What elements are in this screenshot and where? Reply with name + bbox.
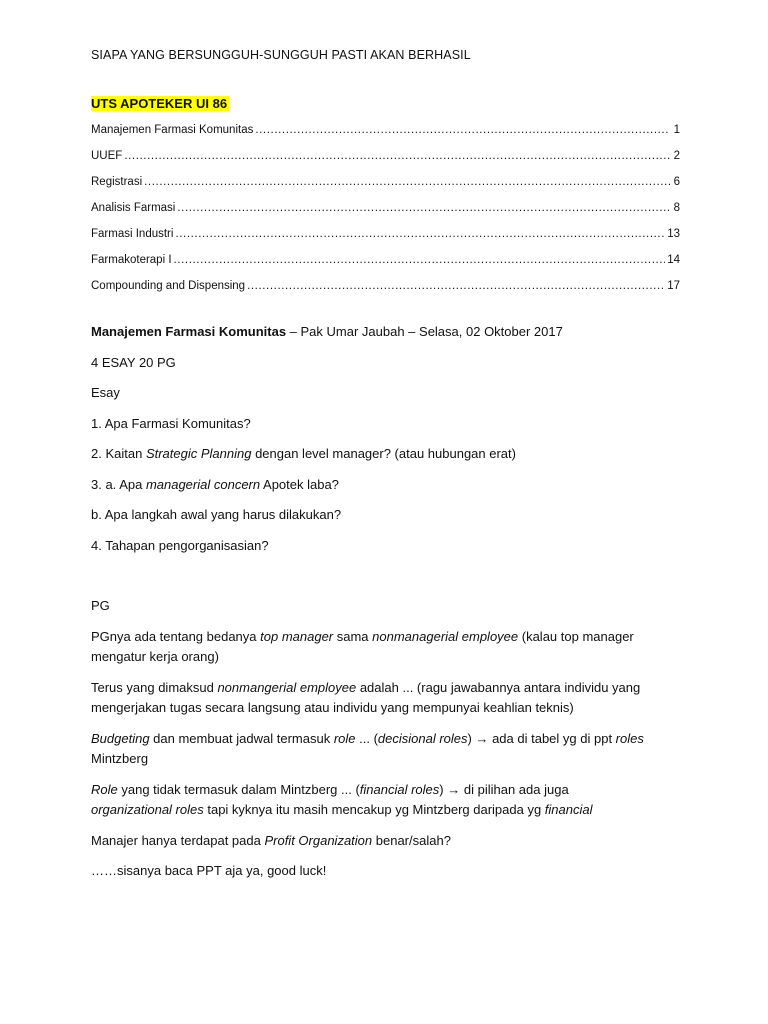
toc-item-page: 1 bbox=[673, 124, 680, 136]
text: ) bbox=[439, 781, 448, 797]
page-header: SIAPA YANG BERSUNGGUH-SUNGGUH PASTI AKAN BERHASIL bbox=[91, 48, 471, 62]
closing-note: ……sisanya baca PPT aja ya, good luck! bbox=[91, 863, 327, 878]
section-subtitle: – Pak Umar Jaubah – Selasa, 02 Oktober 2017 bbox=[286, 324, 563, 339]
text: dan membuat jadwal termasuk bbox=[149, 730, 334, 746]
text: Apotek laba? bbox=[260, 476, 339, 492]
toc-item-title: Analisis Farmasi bbox=[91, 202, 176, 214]
text: di pilihan ada juga bbox=[460, 781, 569, 797]
italic-text: Strategic Planning bbox=[145, 446, 252, 461]
text: Mintzberg bbox=[91, 751, 149, 766]
toc-item[interactable] bbox=[91, 176, 680, 202]
italic-text: decisional roles bbox=[377, 730, 468, 746]
toc-leader-dots bbox=[174, 254, 666, 266]
text: Terus yang dimaksud bbox=[91, 679, 218, 695]
question-1: 1. Apa Farmasi Komunitas? bbox=[91, 415, 251, 431]
pg-paragraph-3 bbox=[91, 729, 686, 770]
text: mengerjakan tugas secara langsung atau individu yang mempunyai keahlian teknis) bbox=[91, 700, 574, 715]
text: yang tidak termasuk dalam Mintzberg ... ( bbox=[117, 781, 360, 797]
text: dengan level manager? (atau hubungan erat) bbox=[251, 446, 516, 461]
text: ... ( bbox=[355, 730, 378, 746]
toc-item[interactable] bbox=[91, 124, 680, 150]
toc-item[interactable] bbox=[91, 280, 680, 306]
toc-item-title: Manajemen Farmasi Komunitas bbox=[91, 124, 254, 136]
table-of-contents bbox=[91, 124, 680, 306]
doc-title bbox=[91, 96, 229, 111]
text: adalah ... (ragu jawabannya antara individu yang bbox=[356, 679, 641, 695]
toc-item-title: Registrasi bbox=[91, 176, 143, 188]
question-4: 4. Tahapan pengorganisasian? bbox=[91, 537, 269, 553]
doc-title-highlight: UTS APOTEKER UI 86 bbox=[91, 96, 228, 111]
toc-leader-dots bbox=[255, 124, 670, 136]
toc-leader-dots bbox=[247, 280, 665, 292]
italic-text: Budgeting bbox=[91, 730, 150, 746]
esay-label: Esay bbox=[91, 385, 120, 400]
toc-item-title: Farmakoterapi I bbox=[91, 254, 172, 266]
text: benar/salah? bbox=[372, 832, 451, 848]
text: tapi kyknya itu masih mencakup yg Mintzberg daripada yg bbox=[203, 802, 545, 817]
toc-item-title: Compounding and Dispensing bbox=[91, 280, 246, 292]
pg-paragraph-4 bbox=[91, 780, 686, 821]
question-3b: b. Apa langkah awal yang harus dilakukan? bbox=[91, 507, 342, 522]
toc-item-page: 14 bbox=[667, 254, 680, 266]
text: mengatur kerja orang) bbox=[91, 649, 219, 664]
pg-paragraph-1 bbox=[91, 627, 686, 668]
italic-text: financial roles bbox=[359, 781, 440, 797]
section-body bbox=[91, 322, 686, 882]
text: 2. Kaitan bbox=[91, 446, 146, 461]
toc-item-page: 13 bbox=[667, 228, 680, 240]
italic-text: Profit Organization bbox=[264, 832, 373, 848]
pg-paragraph-5 bbox=[91, 831, 686, 852]
text: Manajer hanya terdapat pada bbox=[91, 832, 265, 848]
arrow-right-icon: → bbox=[447, 781, 461, 797]
arrow-right-icon: → bbox=[475, 730, 489, 746]
italic-text: managerial concern bbox=[145, 476, 261, 492]
text: ada di tabel yg di ppt bbox=[488, 730, 616, 746]
toc-item-title: UUEF bbox=[91, 150, 123, 162]
toc-leader-dots bbox=[177, 202, 670, 214]
toc-item-page: 2 bbox=[673, 150, 680, 162]
toc-item-page: 8 bbox=[673, 202, 680, 214]
section-heading bbox=[91, 322, 686, 343]
text: sama bbox=[333, 628, 373, 644]
toc-leader-dots bbox=[124, 150, 670, 162]
italic-text: nonmangerial employee bbox=[217, 679, 357, 695]
toc-item-title: Farmasi Industri bbox=[91, 228, 174, 240]
pg-label: PG bbox=[91, 598, 110, 613]
italic-text: organizational roles bbox=[91, 802, 204, 817]
toc-item[interactable] bbox=[91, 254, 680, 280]
exam-format: 4 ESAY 20 PG bbox=[91, 354, 176, 370]
question-3a bbox=[91, 475, 686, 496]
toc-leader-dots bbox=[144, 176, 670, 188]
toc-item[interactable] bbox=[91, 202, 680, 228]
italic-text: top manager bbox=[260, 628, 334, 644]
italic-text: financial bbox=[544, 802, 593, 817]
toc-item[interactable] bbox=[91, 150, 680, 176]
toc-item[interactable] bbox=[91, 228, 680, 254]
italic-text: role bbox=[333, 730, 356, 746]
italic-text: roles bbox=[615, 730, 644, 746]
toc-leader-dots bbox=[175, 228, 665, 240]
question-2 bbox=[91, 444, 686, 465]
pg-paragraph-2 bbox=[91, 678, 686, 719]
italic-text: nonmanagerial employee bbox=[372, 628, 519, 644]
text: 3. a. Apa bbox=[91, 476, 146, 492]
text: (kalau top manager bbox=[518, 628, 634, 644]
text: PGnya ada tentang bedanya bbox=[91, 628, 261, 644]
section-title: Manajemen Farmasi Komunitas bbox=[91, 324, 287, 339]
toc-item-page: 6 bbox=[673, 176, 680, 188]
text: ) bbox=[467, 730, 476, 746]
italic-text: Role bbox=[91, 781, 118, 797]
toc-item-page: 17 bbox=[667, 280, 680, 292]
